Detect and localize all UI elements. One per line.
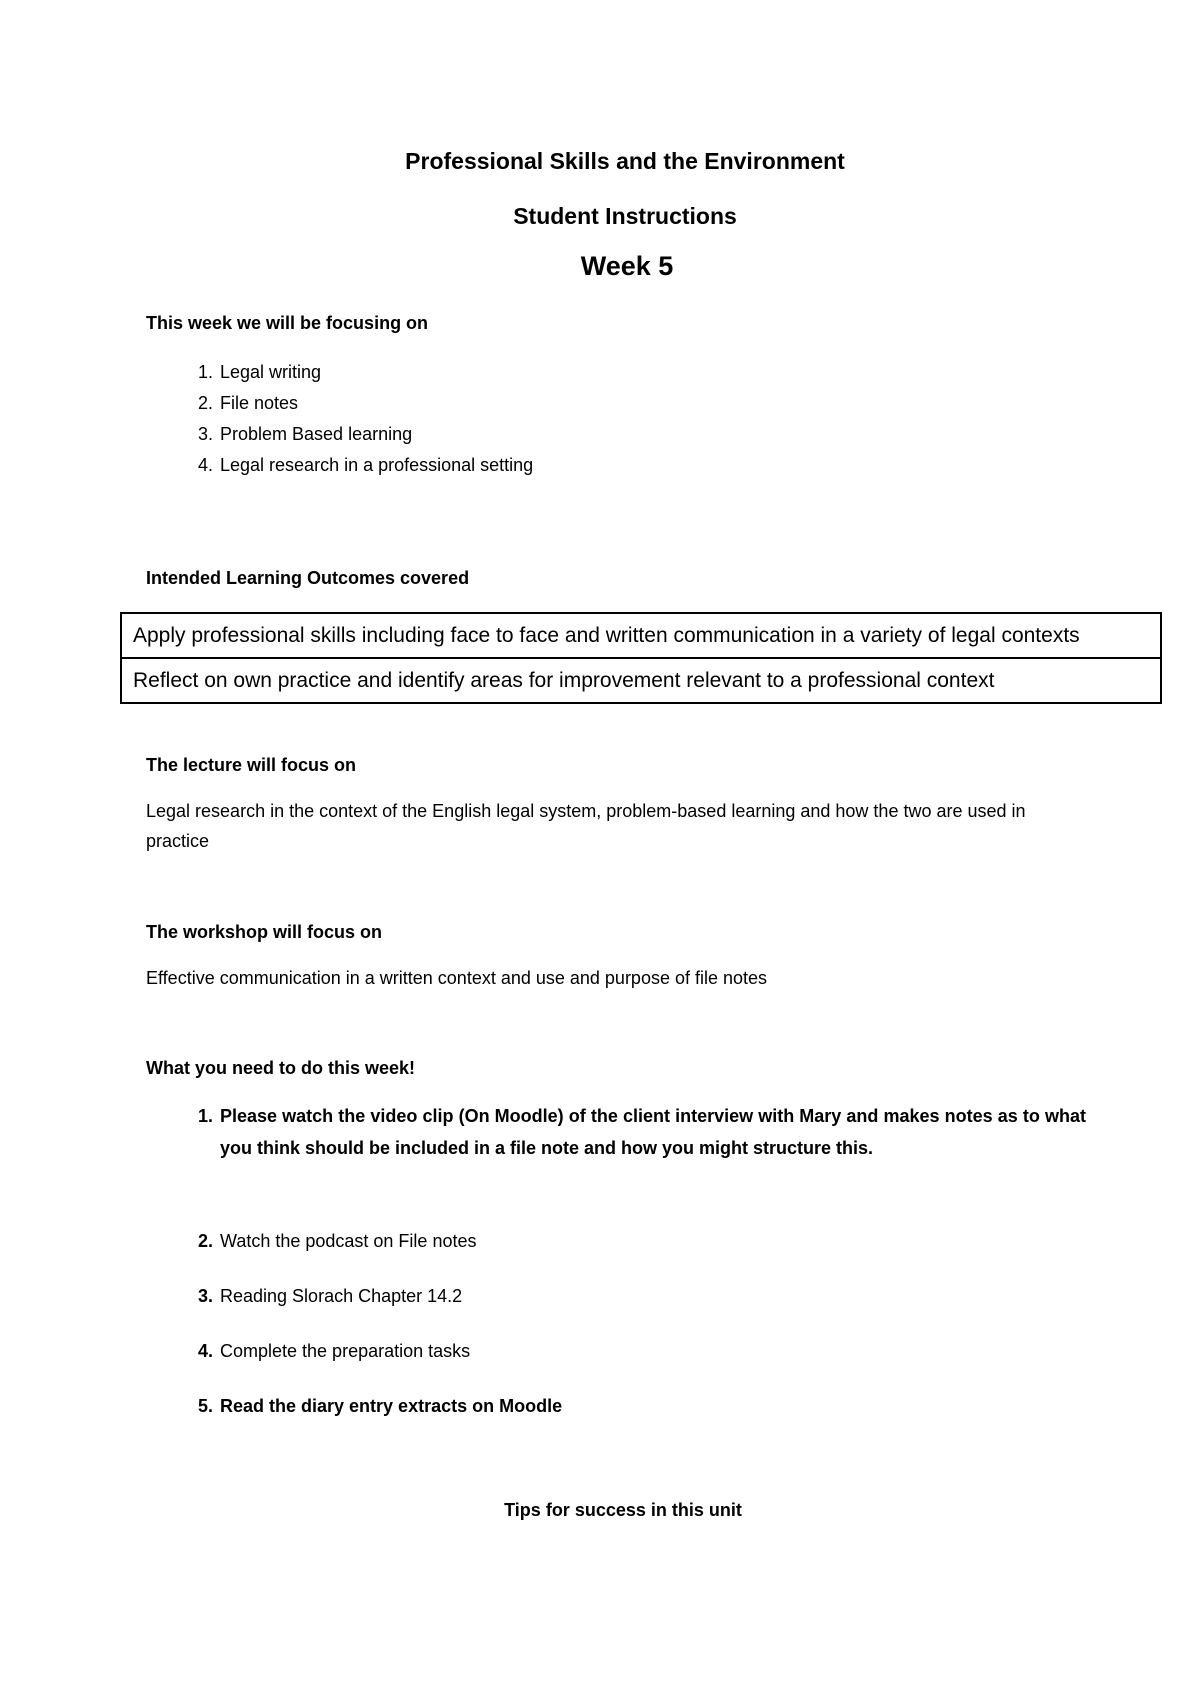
table-row bbox=[121, 613, 1161, 658]
list-number: 4. bbox=[197, 1341, 213, 1361]
workshop-text: Effective communication in a written context and use and purpose of file notes bbox=[146, 968, 768, 988]
list-text: Reading Slorach Chapter 14.2 bbox=[220, 1286, 463, 1306]
list-number: 1. bbox=[197, 1106, 213, 1126]
list-number: 3. bbox=[197, 424, 213, 444]
workshop-heading: The workshop will focus on bbox=[146, 922, 383, 942]
list-text: Watch the podcast on File notes bbox=[220, 1231, 477, 1251]
list-text: File notes bbox=[220, 393, 299, 413]
list-text: Legal research in a professional setting bbox=[220, 455, 534, 475]
tips-heading: Tips for success in this unit bbox=[504, 1500, 742, 1520]
todo-heading: What you need to do this week! bbox=[146, 1058, 416, 1078]
outcomes-table bbox=[120, 612, 1162, 704]
list-number: 2. bbox=[197, 393, 213, 413]
list-number: 3. bbox=[197, 1286, 213, 1306]
lecture-text: Legal research in the context of the English legal system, problem-based learning and how the two are used in practice bbox=[146, 801, 1026, 851]
list-number: 1. bbox=[197, 362, 213, 382]
document-title: Professional Skills and the Environment bbox=[405, 148, 845, 174]
list-number: 2. bbox=[197, 1231, 213, 1251]
focus-heading: This week we will be focusing on bbox=[146, 313, 429, 333]
list-number: 4. bbox=[197, 455, 213, 475]
outcome-cell: Apply professional skills including face to face and written communication in a variety of legal contexts bbox=[121, 613, 1161, 658]
list-text: Read the diary entry extracts on Moodle bbox=[220, 1396, 563, 1416]
list-text: Problem Based learning bbox=[220, 424, 413, 444]
document-subtitle: Student Instructions bbox=[513, 203, 737, 229]
list-text: Legal writing bbox=[220, 362, 322, 382]
week-heading: Week 5 bbox=[580, 251, 674, 281]
outcome-cell: Reflect on own practice and identify areas for improvement relevant to a professional context bbox=[121, 658, 1161, 703]
list-text: Complete the preparation tasks bbox=[220, 1341, 471, 1361]
list-number: 5. bbox=[197, 1396, 213, 1416]
outcomes-heading: Intended Learning Outcomes covered bbox=[146, 568, 470, 588]
table-row bbox=[121, 658, 1161, 703]
list-text: Please watch the video clip (On Moodle) of the client interview with Mary and makes notes as to what you think should be included in a file note and how you might structure this. bbox=[220, 1106, 1086, 1158]
lecture-heading: The lecture will focus on bbox=[146, 755, 357, 775]
